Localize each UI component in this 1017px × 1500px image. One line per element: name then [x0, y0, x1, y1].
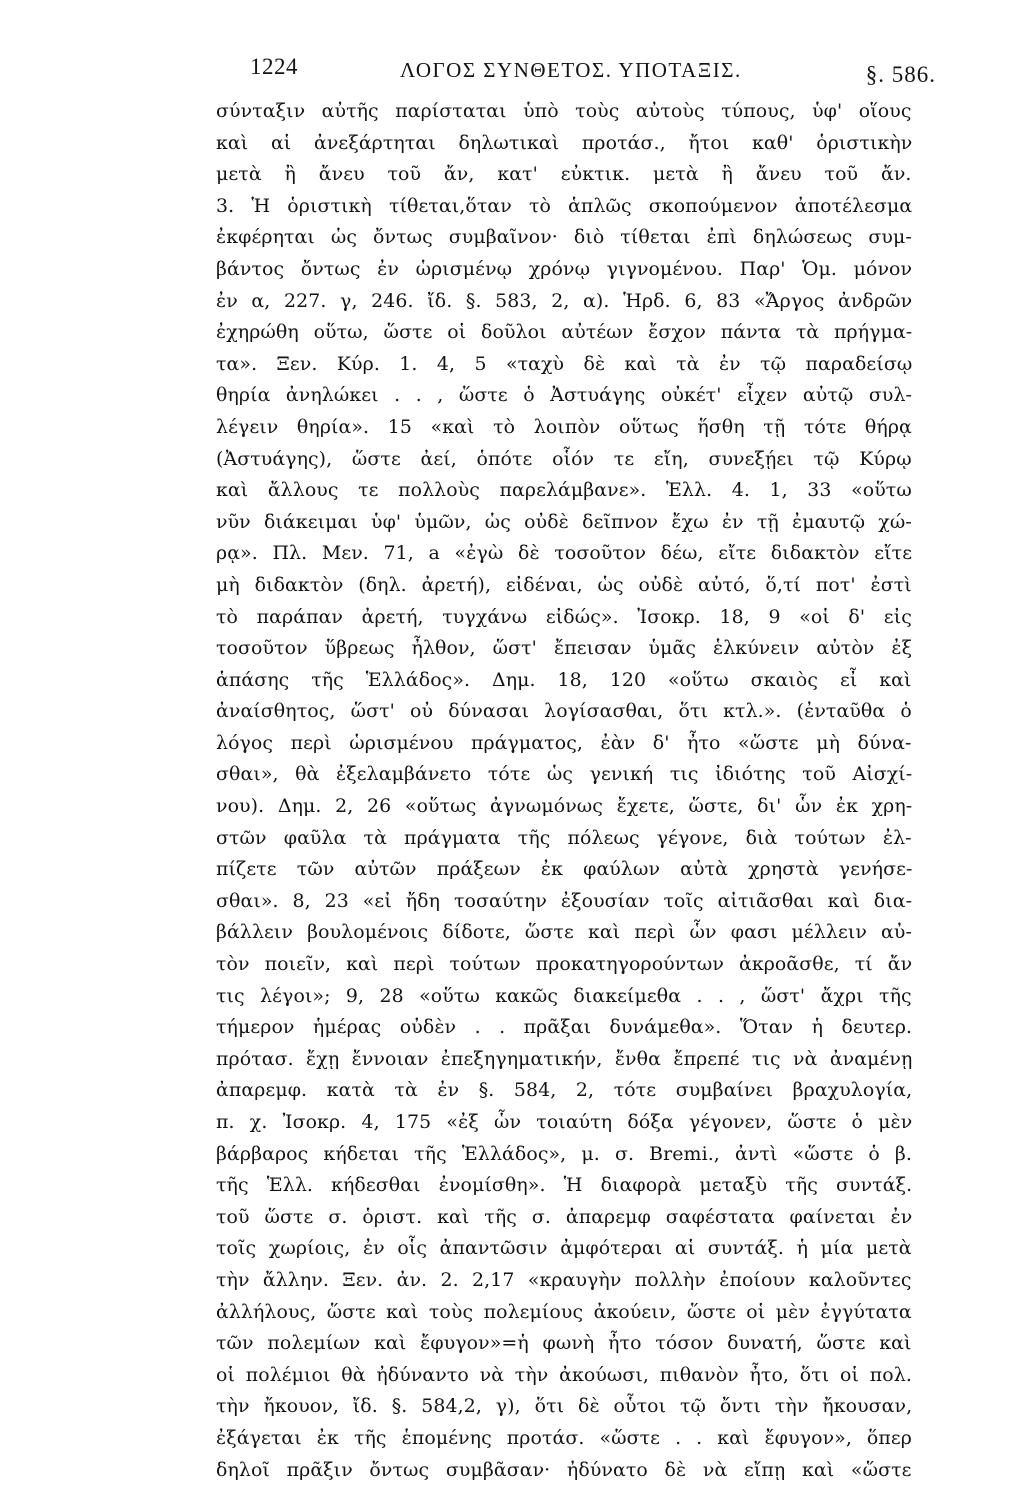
- text-line: τῆς Ἑλλ. κήδεσθαι ἐνομίσθη». Ἡ διαφορὰ μεταξὺ τῆς συντάξ.: [216, 1174, 912, 1197]
- text-line: λόγος περὶ ὡρισμένου πράγματος, ἐὰν δ' ἦτο «ὥστε μὴ δύνα-: [216, 731, 912, 754]
- text-line: ἐκφέρηται ὡς ὄντως συμβαῖνον· διὸ τίθεται ἐπὶ δηλώσεως συμ-: [216, 226, 912, 249]
- text-line: ἀπαρεμφ. κατὰ τὰ ἐν §. 584, 2, τότε συμβαίνει βραχυλογία,: [216, 1079, 912, 1102]
- text-line: 3. Ἡ ὁριστικὴ τίθεται,ὅταν τὸ ἁπλῶς σκοπούμενον ἀποτέλεσμα: [216, 194, 912, 217]
- text-line: τὴν ἄλλην. Ξεν. ἀν. 2. 2,17 «κραυγὴν πολλὴν ἐποίουν καλοῦντες: [216, 1268, 912, 1291]
- text-line: τοῦ ὥστε σ. ὁριστ. καὶ τῆς σ. ἀπαρεμφ σαφέστατα φαίνεται ἐν: [216, 1205, 912, 1228]
- text-line: σθαι». 8, 23 «εἰ ἤδη τοσαύτην ἐξουσίαν τοῖς αἰτιᾶσθαι καὶ δια-: [216, 889, 912, 912]
- text-line: στῶν φαῦλα τὰ πράγματα τῆς πόλεως γέγονε, διὰ τούτων ἐλ-: [216, 826, 912, 849]
- text-line: βάλλειν βουλομένοις δίδοτε, ὥστε καὶ περὶ ὧν φασι μέλλειν αὐ-: [216, 921, 912, 944]
- text-line: τήμερον ἡμέρας οὐδὲν . . πρᾶξαι δυνάμεθα». Ὅταν ἡ δευτερ.: [216, 1016, 912, 1039]
- text-line: τις λέγοι»; 9, 28 «οὕτω κακῶς διακείμεθα . . , ὥστ' ἄχρι τῆς: [216, 984, 912, 1007]
- text-line: δηλοῖ πρᾶξιν ὄντως συμβᾶσαν· ἠδύνατο δὲ νὰ εἴπῃ καὶ «ὥστε: [216, 1458, 912, 1481]
- text-line: μὴ διδακτὸν (δηλ. ἀρετή), εἰδέναι, ὡς οὐδὲ αὐτό, ὅ,τί ποτ' ἐστὶ: [216, 573, 912, 596]
- text-line: πρότασ. ἔχῃ ἔννοιαν ἐπεξηγηματικήν, ἔνθα ἔπρεπέ τις νὰ ἀναμένῃ: [216, 1047, 912, 1070]
- section-number: §. 586.: [865, 62, 936, 87]
- text-line: νου). Δημ. 2, 26 «οὕτως ἀγνωμόνως ἔχετε, ὥστε, δι' ὧν ἐκ χρη-: [216, 795, 912, 818]
- text-line: τα». Ξεν. Κύρ. 1. 4, 5 «ταχὺ δὲ καὶ τὰ ἐν τῷ παραδείσῳ: [216, 352, 912, 375]
- text-line: τοῖς χωρίοις, ἐν οἷς ἀπαντῶσιν ἀμφότεραι αἱ συντάξ. ἡ μία μετὰ: [216, 1237, 912, 1260]
- text-line: πίζετε τῶν αὐτῶν πράξεων ἐκ φαύλων αὐτὰ χρηστὰ γενήσε-: [216, 858, 912, 881]
- page-header: [250, 54, 940, 94]
- text-line: ἐξάγεται ἐκ τῆς ἑπομένης προτάσ. «ὥστε . . καὶ ἔφυγον», ὅπερ: [216, 1426, 912, 1449]
- text-line: σύνταξιν αὐτῆς παρίσταται ὑπὸ τοὺς αὐτοὺς τύπους, ὑφ' οἵους: [216, 100, 912, 122]
- page-number: 1224: [250, 54, 298, 79]
- text-line: ἐχηρώθη οὕτω, ὥστε οἱ δοῦλοι αὐτέων ἔσχον πάντα τὰ πρήγμα-: [216, 321, 912, 344]
- text-line: ἁπάσης τῆς Ἑλλάδος». Δημ. 18, 120 «οὕτω σκαιὸς εἶ καὶ: [216, 668, 912, 691]
- text-line: λέγειν θηρία». 15 «καὶ τὸ λοιπὸν οὕτως ἥσθη τῇ τότε θήρᾳ: [216, 415, 912, 438]
- text-line: θηρία ἀνηλώκει . . , ὥστε ὁ Ἀστυάγης οὐκέτ' εἶχεν αὐτῷ συλ-: [216, 384, 912, 407]
- body-text: [216, 96, 912, 1486]
- text-line: ρᾳ». Πλ. Μεν. 71, a «ἐγὼ δὲ τοσοῦτον δέω, εἴτε διδακτὸν εἴτε: [216, 542, 912, 565]
- text-line: π. χ. Ἰσοκρ. 4, 175 «ἐξ ὧν τοιαύτη δόξα γέγονεν, ὥστε ὁ μὲν: [216, 1111, 912, 1133]
- text-line: καὶ ἄλλους τε πολλοὺς παρελάμβανε». Ἑλλ. 4. 1, 33 «οὕτω: [216, 479, 912, 502]
- text-line: τὴν ἤκουον, ἴδ. §. 584,2, γ), ὅτι δὲ οὗτοι τῷ ὄντι τὴν ἤκουσαν,: [216, 1395, 912, 1418]
- text-line: νῦν διάκειμαι ὑφ' ὑμῶν, ὡς οὐδὲ δεῖπνον ἔχω ἐν τῇ ἐμαυτῷ χώ-: [216, 510, 912, 533]
- text-line: τὸ παράπαν ἀρετή, τυγχάνω εἰδώς». Ἰσοκρ. 18, 9 «οἱ δ' εἰς: [216, 605, 912, 628]
- text-line: τὸν ποιεῖν, καὶ περὶ τούτων προκατηγορούντων ἀκροᾶσθε, τί ἄν: [216, 953, 912, 976]
- text-line: ἀναίσθητος, ὥστ' οὐ δύνασαι λογίσασθαι, ὅτι κτλ.». (ἐνταῦθα ὁ: [216, 700, 912, 723]
- text-line: τῶν πολεμίων καὶ ἔφυγον»=ἡ φωνὴ ἦτο τόσον δυνατή, ὥστε καὶ: [216, 1332, 912, 1355]
- text-line: βάρβαρος κήδεται τῆς Ἑλλάδος», μ. σ. Bremi., ἀντὶ «ὥστε ὁ β.: [216, 1142, 912, 1165]
- text-line: τοσοῦτον ὕβρεως ἦλθον, ὥστ' ἔπεισαν ὑμᾶς ἑλκύνειν αὐτὸν ἐξ: [216, 637, 912, 660]
- text-line: ἀλλήλους, ὥστε καὶ τοὺς πολεμίους ἀκούειν, ὥστε οἱ μὲν ἐγγύτατα: [216, 1300, 912, 1323]
- text-line: βάντος ὄντως ἐν ὡρισμένῳ χρόνῳ γιγνομένου. Παρ' Ὁμ. μόνον: [216, 257, 912, 280]
- text-line: καὶ αἱ ἀνεξάρτηται δηλωτικαὶ προτάσ., ἤτοι καθ' ὁριστικὴν: [216, 131, 912, 154]
- text-line: μετὰ ἢ ἄνευ τοῦ ἄν, κατ' εὐκτικ. μετὰ ἢ ἄνευ τοῦ ἄν.: [216, 163, 912, 186]
- text-line: σθαι», θὰ ἐξελαμβάνετο τότε ὡς γενική τις ἰδιότης τοῦ Αἰσχί-: [216, 763, 912, 786]
- text-line: ἐν α, 227. γ, 246. ἴδ. §. 583, 2, α). Ἡρδ. 6, 83 «Ἄργος ἀνδρῶν: [216, 289, 912, 312]
- running-title: ΛΟΓΟΣ ΣΥΝΘΕΤΟΣ. ΥΠΟΤΑΞΙΣ.: [400, 58, 742, 82]
- text-line: (Ἀστυάγης), ὥστε ἀεί, ὁπότε οἷόν τε εἴη, συνεξῄει τῷ Κύρῳ: [216, 447, 912, 470]
- text-line: οἱ πολέμιοι θὰ ἠδύναντο νὰ τὴν ἀκούωσι, πιθανὸν ἦτο, ὅτι οἱ πολ.: [216, 1363, 912, 1386]
